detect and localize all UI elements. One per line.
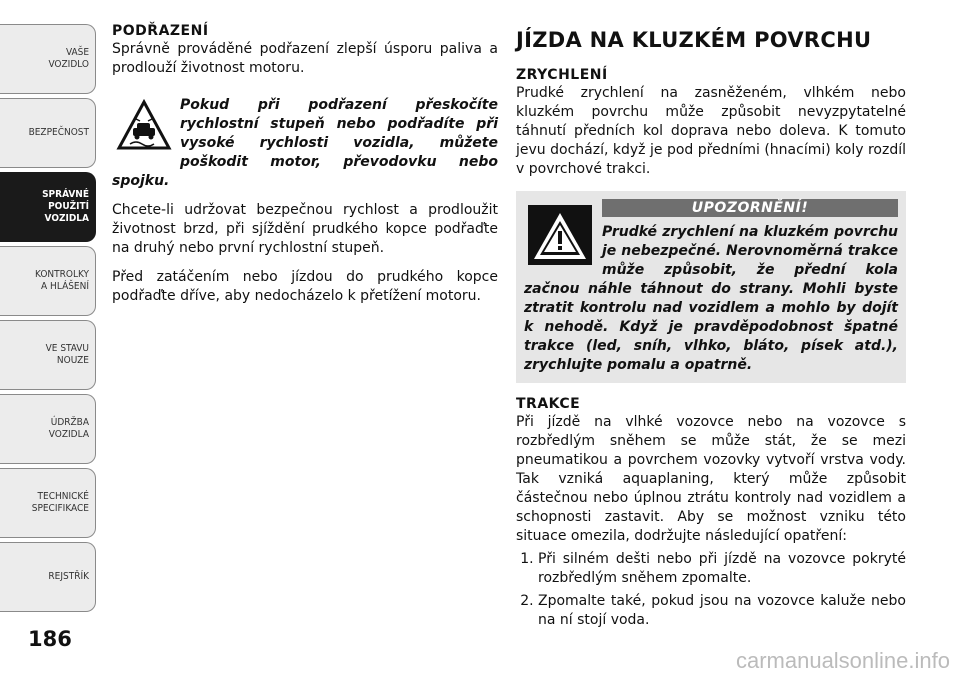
list-item: 2. Zpomalte také, pokud jsou na vozovce kaluže nebo na ní stojí voda.: [538, 592, 906, 630]
tab-bezpecnost[interactable]: BEZPEČNOST: [0, 98, 96, 168]
right-column: [516, 22, 906, 634]
watermark-text: carmanualsonline.info: [735, 648, 950, 673]
caution-note: [112, 96, 498, 191]
left-column: [112, 22, 498, 306]
warning-text: Prudké zrychlení na kluzkém povrchu je nebezpečné. Nerovnoměrná trakce může způsobit, že přední kola začnou náhle táhnout do strany. Mohli byste ztratit kontrolu nad vozidlem a mohlo by dojít k nehodě. Když je pravděpodobnost špatné trakce (led, sníh, vlhko, bláto, písek atd.), zrychlujte pomalu a opatrně.: [524, 224, 898, 373]
caution-note-text: Pokud při podřazení přeskočíte rychlostní stupeň nebo podřadíte při vysoké rychlosti vozidla, můžete poškodit motor, převodovku nebo spojku.: [112, 97, 498, 189]
warning-triangle-icon: [528, 205, 592, 265]
subheading-zrychleni: ZRYCHLENÍ: [516, 67, 608, 83]
section-heading-podrazeni: PODŘAZENÍ: [112, 23, 209, 39]
paragraph-brakes: Chcete-li udržovat bezpečnou rychlost a prodloužit životnost brzd, při sjíždění prudkého kopce podřaďte na druhý nebo první rychlostní stupeň.: [112, 202, 498, 256]
list-item: 1. Při silném dešti nebo při jízdě na vozovce pokryté rozbředlým sněhem zpomalte.: [538, 550, 906, 588]
tab-kontrolky-a-hlaseni[interactable]: KONTROLKY A HLÁŠENÍ: [0, 246, 96, 316]
tab-spravne-pouziti-vozidla[interactable]: SPRÁVNÉ POUŽITÍ VOZIDLA: [0, 172, 96, 242]
precautions-list: [516, 550, 906, 630]
warning-header: UPOZORNĚNÍ!: [602, 199, 898, 217]
warning-box: [516, 191, 906, 383]
page-number: 186: [28, 627, 72, 651]
tab-rejstrik[interactable]: REJSTŘÍK: [0, 542, 96, 612]
section-title-slippery: JÍZDA NA KLUZKÉM POVRCHU: [516, 28, 872, 52]
tab-ve-stavu-nouze[interactable]: VE STAVU NOUZE: [0, 320, 96, 390]
warning-body: [524, 223, 898, 375]
tab-udrzba-vozidla[interactable]: ÚDRŽBA VOZIDLA: [0, 394, 96, 464]
paragraph-aquaplaning: Při jízdě na vlhké vozovce nebo na vozovce s rozbředlým sněhem se může stát, že se mezi pneumatikou a povrchem vozovky vytvoří vrstva vody. Tak vzniká aquaplaning, který může způsobit částečnou nebo úplnou ztrátu kontroly nad vozidlem a schopnosti zastavit. Aby se možnost vzniku této situace omezila, dodržujte následující opatření:: [516, 414, 906, 544]
tab-vase-vozidlo[interactable]: VAŠE VOZIDLO: [0, 24, 96, 94]
paragraph-cornering: Před zatáčením nebo jízdou do prudkého kopce podřaďte dříve, aby nedocházelo k přetížení motoru.: [112, 269, 498, 304]
paragraph-acceleration: Prudké zrychlení na zasněženém, vlhkém nebo kluzkém povrchu může způsobit nevyzpytatelné táhnutí předních kol doprava nebo doleva. K tomuto jevu dochází, když je pod předními (hnacími) koly rozdíl v povrchové trakci.: [516, 85, 906, 177]
intro-paragraph: Správně prováděné podřazení zlepší úsporu paliva a prodlouží životnost motoru.: [112, 41, 498, 76]
skidding-car-icon: [116, 98, 172, 154]
subheading-trakce: TRAKCE: [516, 396, 581, 412]
tab-technicke-specifikace[interactable]: TECHNICKÉ SPECIFIKACE: [0, 468, 96, 538]
